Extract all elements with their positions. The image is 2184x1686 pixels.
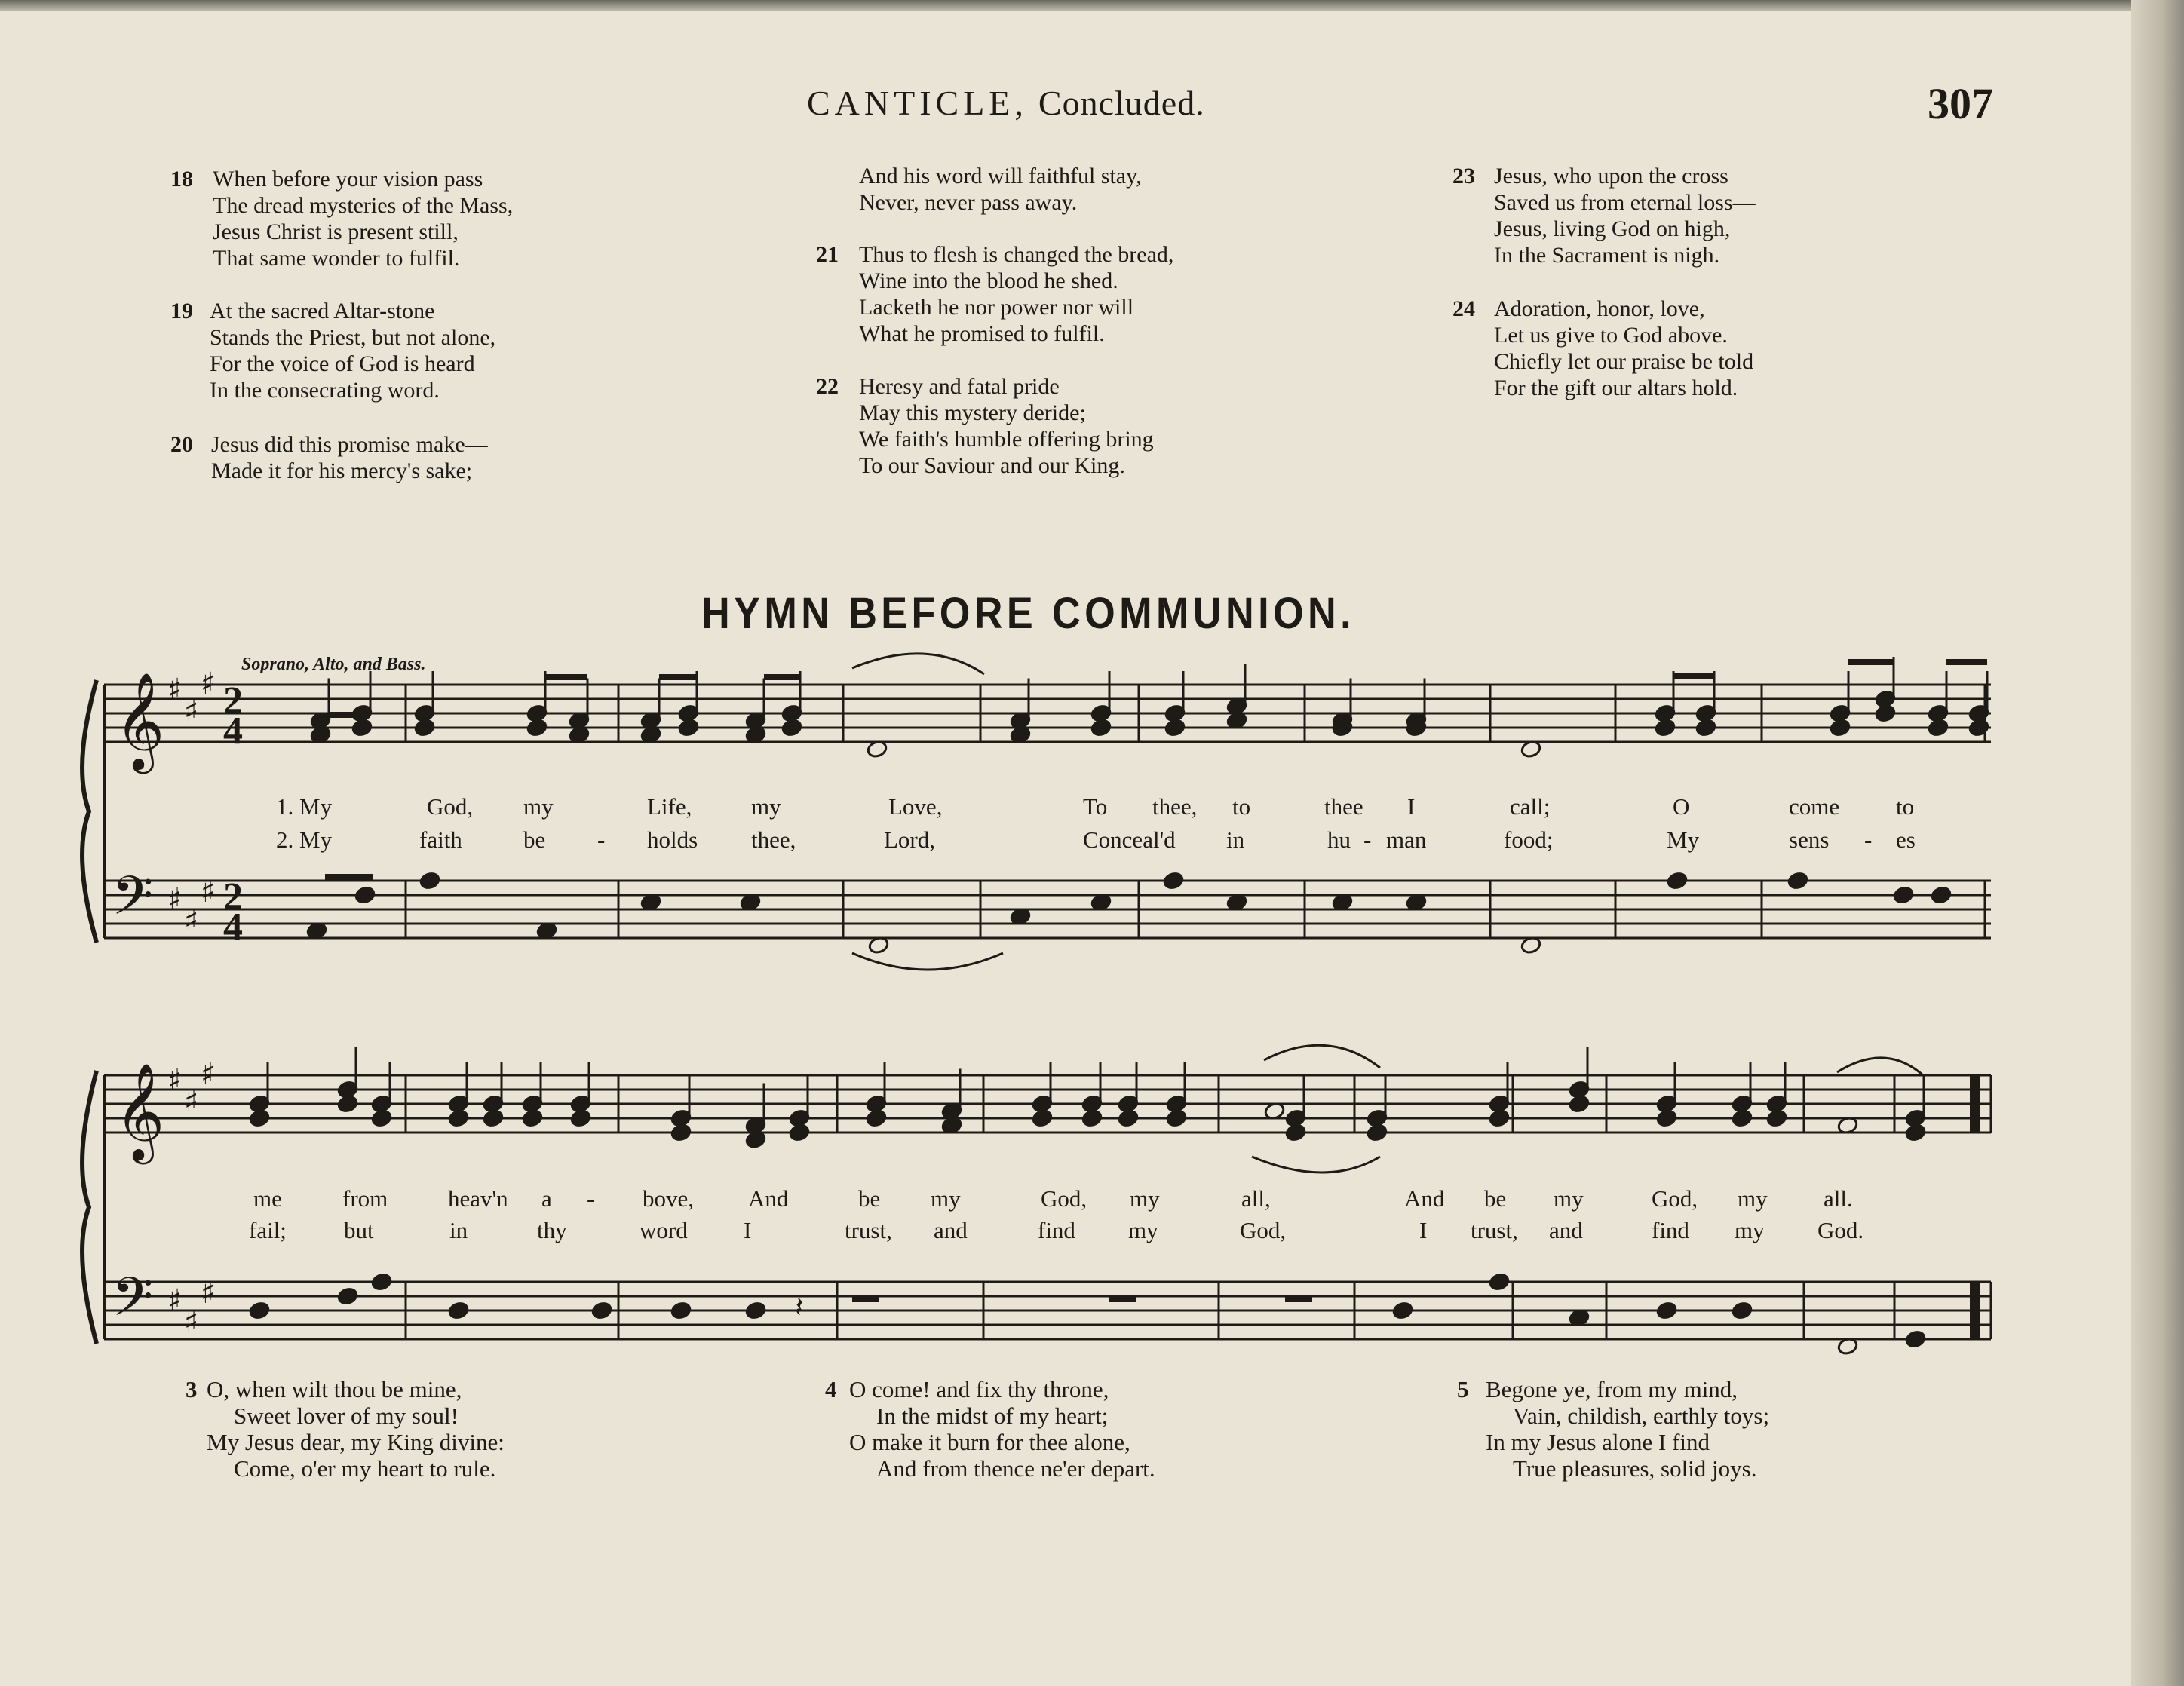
lyric-syllable: 2. My [276, 826, 333, 853]
note-head [570, 1108, 592, 1127]
note-head [1656, 1108, 1678, 1127]
stanza-line: In the midst of my heart; [876, 1402, 1109, 1429]
tie [1252, 1157, 1380, 1173]
note-head [1118, 1108, 1140, 1127]
lyric-syllable: my [931, 1185, 961, 1212]
sharp-icon: ♯ [201, 1276, 216, 1310]
stanza-line: At the sacred Altar-stone [210, 299, 435, 323]
lyric-syllable: Life, [647, 793, 692, 820]
stanza-number: 24 [1452, 296, 1475, 321]
sharp-icon: ♯ [167, 1063, 183, 1098]
stanza-line: In the Sacrament is nigh. [1494, 243, 1720, 268]
time-signature-top: 2 [223, 875, 243, 918]
stanza-line: When before your vision pass [213, 167, 483, 192]
sharp-icon: ♯ [167, 882, 183, 917]
note-head [448, 1301, 470, 1320]
lyric-syllable: I [1419, 1217, 1428, 1243]
note-head [483, 1108, 505, 1127]
lyric-syllable: find [1038, 1217, 1075, 1243]
tie [852, 654, 984, 674]
note-head [1905, 1329, 1927, 1348]
brace [82, 680, 97, 943]
hymn-stanza-3 [186, 1376, 505, 1482]
note-head [1656, 1301, 1678, 1320]
lyric-syllable: God. [1817, 1217, 1864, 1243]
stanza-line: Saved us from eternal loss— [1494, 190, 1756, 215]
note-head [354, 885, 376, 904]
lyric-syllable: come [1789, 793, 1840, 820]
lyric-syllable: to [1232, 793, 1251, 820]
lyric-syllable: faith [419, 826, 462, 853]
lyric-syllable: To [1083, 793, 1108, 820]
note-head [1032, 1108, 1054, 1127]
note-head [448, 1108, 470, 1127]
stanza-number: 4 [825, 1376, 837, 1402]
lyric-syllable: me [253, 1185, 282, 1212]
stanza-number: 5 [1457, 1376, 1469, 1402]
stanza-line: Never, never pass away. [859, 190, 1078, 215]
stanza-line: My Jesus dear, my King divine: [207, 1429, 505, 1455]
tie [852, 953, 1003, 970]
note-head [1931, 885, 1952, 904]
beam [1673, 673, 1714, 679]
beam [764, 674, 800, 680]
stanza-number: 18 [170, 167, 193, 192]
lyric-syllable: thee [1324, 793, 1363, 820]
lyric-syllable: es [1896, 826, 1916, 853]
note-head [866, 1108, 888, 1127]
lyric-syllable: heav'n [448, 1185, 508, 1212]
stanza-line: Come, o'er my heart to rule. [234, 1455, 496, 1482]
lyric-syllable: hu [1327, 826, 1351, 853]
stanza-line: O come! and fix thy throne, [849, 1376, 1109, 1402]
stanza-number: 22 [816, 374, 839, 399]
stanza-line: Sweet lover of my soul! [234, 1402, 459, 1429]
stanza-line: O make it burn for thee alone, [849, 1429, 1130, 1455]
lyric-syllable: word [640, 1217, 688, 1243]
stanza-line: What he promised to fulfil. [859, 321, 1105, 346]
lyric-syllable: 1. My [276, 793, 333, 820]
stanza-line: Jesus, who upon the cross [1494, 164, 1728, 189]
stanza-line: Thus to flesh is changed the bread, [859, 242, 1174, 267]
page-number: 307 [1928, 79, 1993, 128]
note-head [1489, 1108, 1511, 1127]
stanza-line: True pleasures, solid joys. [1513, 1455, 1757, 1482]
note-head [1893, 885, 1915, 904]
stanza-line: Let us give to God above. [1494, 323, 1728, 348]
lyric-syllable: from [342, 1185, 388, 1212]
sharp-icon: ♯ [184, 694, 199, 728]
hymn-stanza-5 [1457, 1376, 1769, 1482]
lyric-syllable: my [523, 793, 554, 820]
note-head [1163, 871, 1185, 890]
lyric-syllable: my [1130, 1185, 1160, 1212]
note-head [371, 1272, 393, 1291]
header-title: CANTICLE, [807, 84, 1028, 122]
stanza-line: Vain, childish, earthly toys; [1513, 1402, 1770, 1429]
sharp-icon: ♯ [167, 673, 183, 707]
note-head [1787, 871, 1809, 890]
note-head [1766, 1108, 1788, 1127]
lyric-syllable: I [1407, 793, 1416, 820]
time-signature-top: 2 [223, 679, 243, 722]
sharp-icon: ♯ [184, 1304, 199, 1339]
beam [1848, 659, 1894, 665]
voices-label: Soprano, Alto, and Bass. [241, 654, 426, 674]
stanza-line: We faith's humble offering bring [859, 427, 1154, 452]
lyric-syllable: my [1738, 1185, 1768, 1212]
lyric-syllable: all. [1824, 1185, 1853, 1212]
lyric-syllable: and [1549, 1217, 1583, 1243]
note-head [419, 871, 441, 890]
stanza-line: Heresy and fatal pride [859, 374, 1060, 399]
note-head [670, 1123, 692, 1142]
lyric-syllable: be [1484, 1185, 1507, 1212]
lyric-syllable: a [541, 1185, 552, 1212]
lyric-syllable: thee, [751, 826, 796, 853]
beam [659, 674, 697, 680]
note-head [1166, 1108, 1188, 1127]
stanza-line: And from thence ne'er depart. [876, 1455, 1155, 1482]
lyric-syllable: to [1896, 793, 1915, 820]
lyric-syllable: God, [1240, 1217, 1287, 1243]
treble-clef-icon: 𝄞 [115, 1062, 165, 1160]
lyric-syllable: my [1554, 1185, 1584, 1212]
stanza-line: And his word will faithful stay, [859, 164, 1142, 189]
lyric-syllable: Love, [888, 793, 943, 820]
lyric-syllable: fail; [249, 1217, 287, 1243]
lyric-syllable: - [587, 1185, 595, 1212]
note-head [249, 1108, 271, 1127]
lyric-syllable: be [858, 1185, 881, 1212]
note-head [1667, 871, 1689, 890]
note-head [249, 1301, 271, 1320]
note-head [1905, 1123, 1927, 1142]
stanza-line: Chiefly let our praise be told [1494, 349, 1754, 374]
time-signature-bottom: 4 [223, 710, 243, 753]
note-head [1081, 1108, 1103, 1127]
lyric-syllable: sens [1789, 826, 1830, 853]
whole-rest [852, 1295, 879, 1302]
stanza-line: That same wonder to fulfil. [213, 246, 460, 271]
quarter-rest-icon: 𝄽 [795, 1290, 804, 1323]
beam [325, 874, 373, 880]
lyric-syllable: call; [1510, 793, 1551, 820]
lyric-syllable: - [597, 826, 606, 853]
note-head [789, 1123, 811, 1142]
stanza-line: Made it for his mercy's sake; [211, 458, 473, 483]
note-head [522, 1108, 544, 1127]
stanza-line: For the gift our altars hold. [1494, 376, 1738, 400]
lyric-syllable: in [449, 1217, 468, 1243]
final-barline [1970, 1282, 1980, 1339]
note-head [1285, 1123, 1307, 1142]
lyric-syllable: trust, [845, 1217, 892, 1243]
final-barline [1970, 1075, 1980, 1133]
lyric-syllable: Lord, [884, 826, 936, 853]
stanza-line: Jesus, living God on high, [1494, 216, 1731, 241]
stanza-line: Begone ye, from my mind, [1486, 1376, 1738, 1402]
stanza-line: Wine into the blood he shed. [859, 268, 1118, 293]
lyric-syllable: God, [427, 793, 474, 820]
stanza-line: Stands the Priest, but not alone, [210, 325, 496, 350]
lyric-syllable: And [748, 1185, 789, 1212]
lyric-syllable: God, [1041, 1185, 1087, 1212]
stanza-line: For the voice of God is heard [210, 351, 475, 376]
stanza-line: Jesus did this promise make— [211, 432, 488, 457]
hymn-title: HYMN BEFORE COMMUNION. [701, 589, 1355, 638]
note-head [371, 1108, 393, 1127]
lyric-syllable: And [1404, 1185, 1445, 1212]
stanza-line: Lacketh he nor power nor will [859, 295, 1134, 320]
note-head [337, 1286, 359, 1305]
beam [545, 674, 587, 680]
brace [82, 1071, 97, 1344]
lyric-syllable: and [934, 1217, 968, 1243]
tie [1837, 1058, 1923, 1075]
tie [1264, 1045, 1380, 1068]
lyric-syllable: all, [1241, 1185, 1271, 1212]
lyric-syllable: holds [647, 826, 698, 853]
stanza-line: In my Jesus alone I find [1486, 1429, 1710, 1455]
lyric-syllable: my [751, 793, 781, 820]
lyric-syllable: God, [1652, 1185, 1698, 1212]
stanza-line: Jesus Christ is present still, [213, 219, 459, 244]
note-head [1489, 1272, 1511, 1291]
lyric-syllable: find [1652, 1217, 1689, 1243]
lyric-syllable: thee, [1152, 793, 1198, 820]
stanza-line: May this mystery deride; [859, 400, 1086, 425]
sharp-icon: ♯ [184, 903, 199, 938]
lyric-syllable: food; [1504, 826, 1554, 853]
header-title-cont: Concluded. [1038, 84, 1205, 122]
lyric-syllable: my [1735, 1217, 1765, 1243]
stanza-line: To our Saviour and our King. [859, 453, 1125, 478]
note-head [1732, 1301, 1753, 1320]
lyric-syllable: - [1864, 826, 1873, 853]
bass-clef-icon: 𝄢 [112, 865, 154, 940]
hymn-stanza-4 [825, 1376, 1155, 1482]
lyric-syllable: be [523, 826, 546, 853]
sharp-icon: ♯ [167, 1283, 183, 1318]
sharp-icon: ♯ [201, 667, 216, 701]
lyric-syllable: bove, [643, 1185, 695, 1212]
note-head [591, 1301, 613, 1320]
note-head [745, 1301, 767, 1320]
stanza-number: 3 [186, 1376, 198, 1402]
whole-rest [1285, 1295, 1312, 1302]
note-head [337, 1094, 359, 1113]
whole-rest [1109, 1295, 1136, 1302]
note-head [1569, 1094, 1590, 1113]
stanza-line: In the consecrating word. [210, 378, 440, 403]
stanza-line: The dread mysteries of the Mass, [213, 193, 514, 218]
lyric-syllable: my [1128, 1217, 1158, 1243]
lyric-syllable: but [344, 1217, 374, 1243]
sharp-icon: ♯ [201, 875, 216, 909]
sharp-icon: ♯ [201, 1057, 216, 1092]
lyric-syllable: O [1673, 793, 1690, 820]
sharp-icon: ♯ [184, 1084, 199, 1119]
lyric-syllable: Conceal'd [1083, 826, 1176, 853]
lyric-syllable: trust, [1471, 1217, 1518, 1243]
lyric-syllable: man [1386, 826, 1427, 853]
note-head [1732, 1108, 1753, 1127]
stanza-number: 19 [170, 299, 193, 323]
time-signature-bottom: 4 [223, 906, 243, 949]
note-head [1392, 1301, 1414, 1320]
lyric-syllable: thy [537, 1217, 567, 1243]
note-head [1367, 1123, 1388, 1142]
lyric-syllable: in [1226, 826, 1245, 853]
lyric-syllable: I [744, 1217, 752, 1243]
lyric-syllable: My [1667, 826, 1700, 853]
beam [329, 712, 370, 718]
note-head [670, 1301, 692, 1320]
beam [1946, 659, 1987, 665]
stanza-number: 21 [816, 242, 839, 267]
stanza-line: Adoration, honor, love, [1494, 296, 1705, 321]
stanza-number: 20 [170, 432, 193, 457]
stanza-number: 23 [1452, 164, 1475, 189]
lyric-syllable: - [1363, 826, 1372, 853]
stanza-line: O, when wilt thou be mine, [207, 1376, 462, 1402]
treble-clef-icon: 𝄞 [115, 672, 165, 770]
bass-clef-icon: 𝄢 [112, 1266, 154, 1341]
